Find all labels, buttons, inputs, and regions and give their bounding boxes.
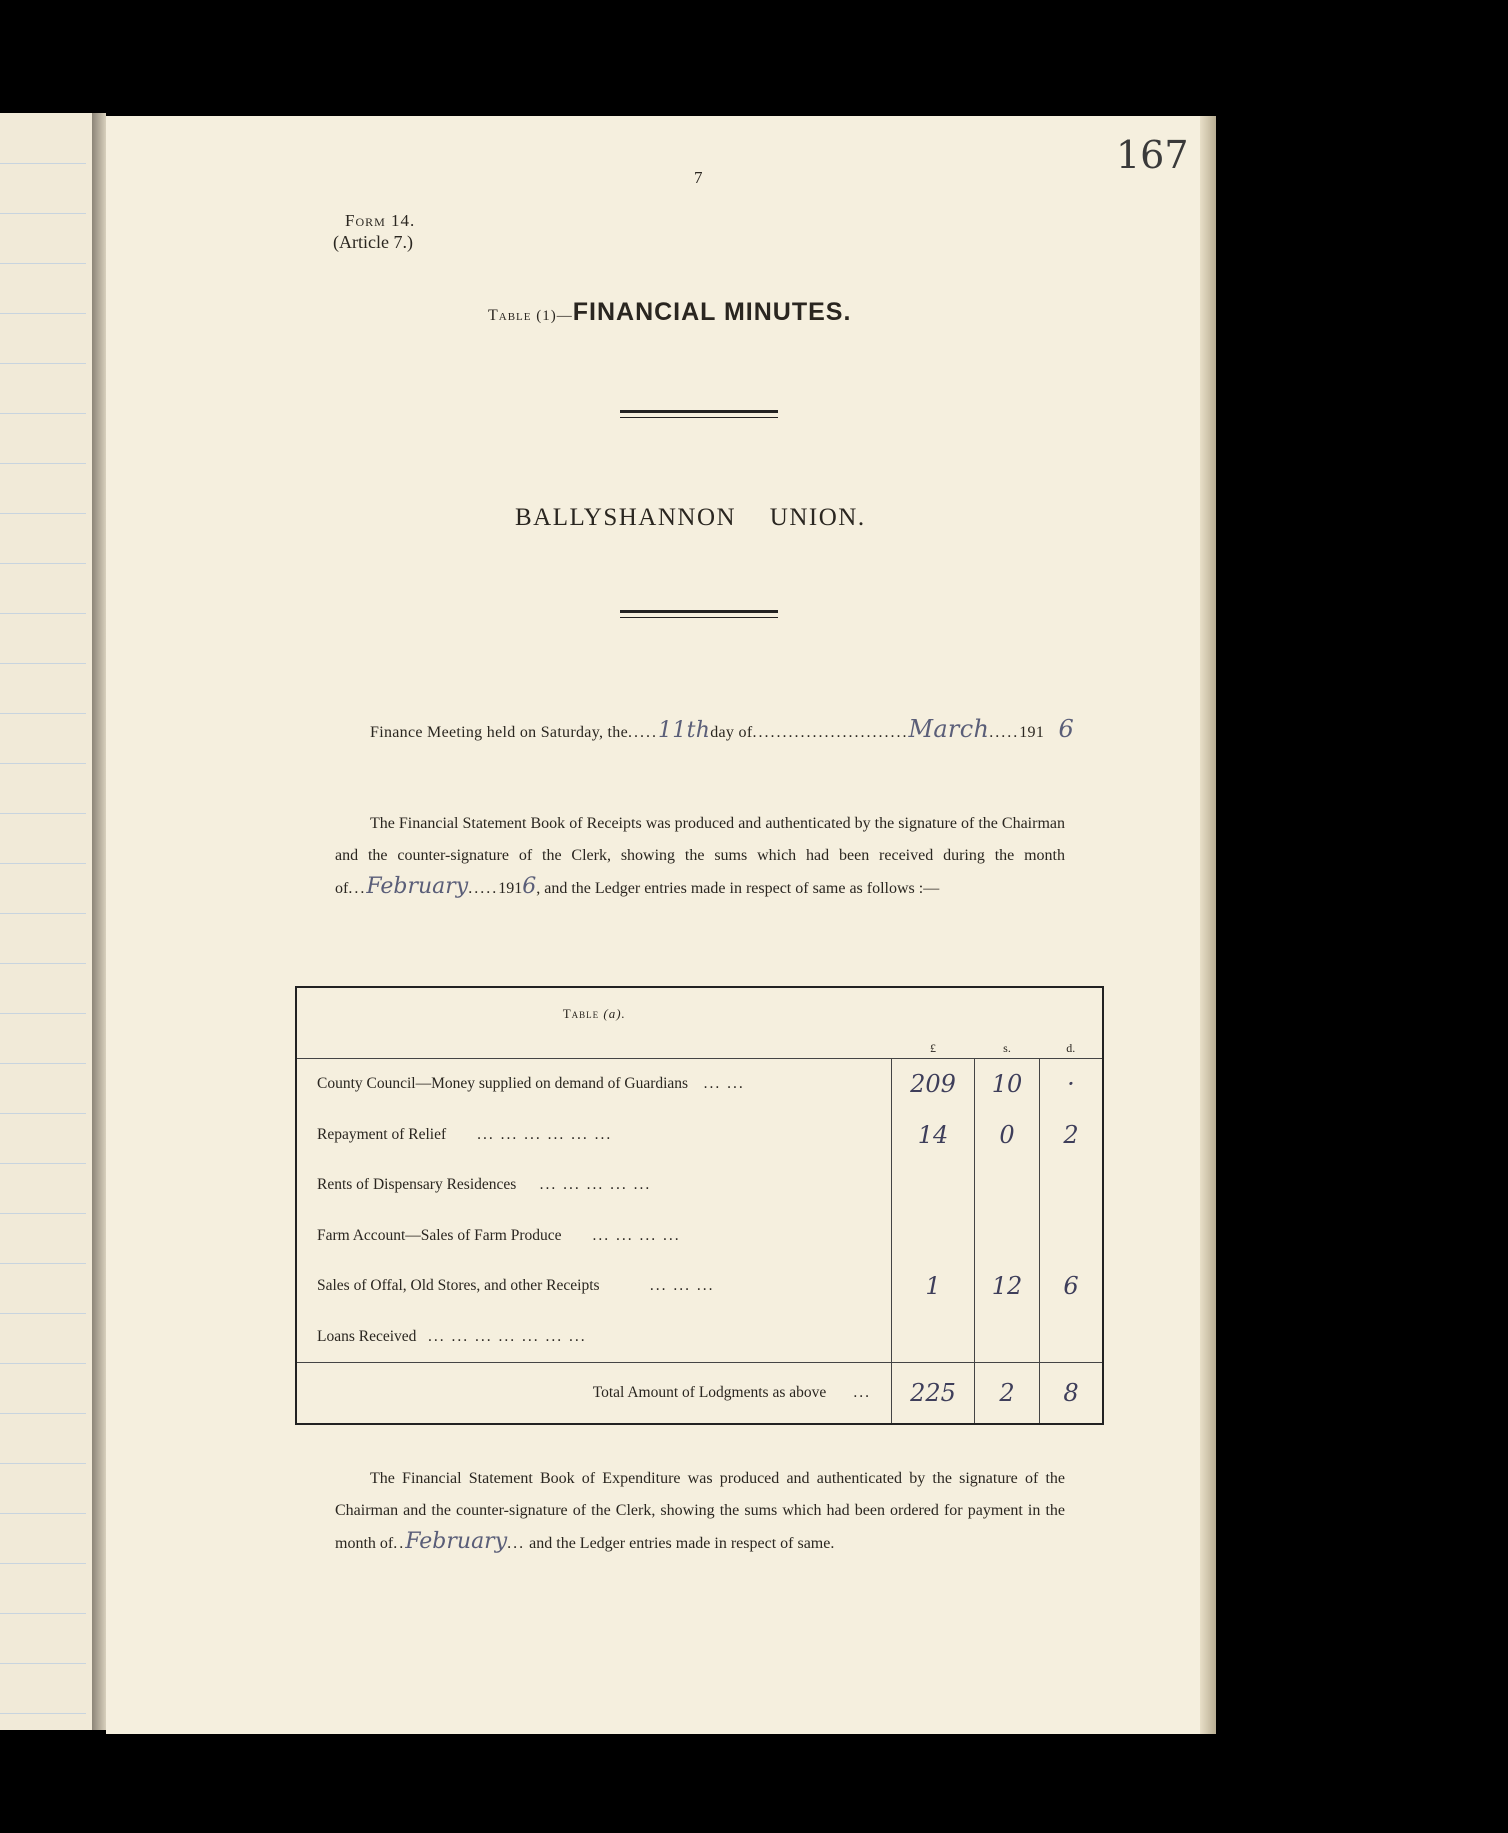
ruled-line	[0, 1113, 86, 1114]
ruled-line	[0, 163, 86, 164]
amount-pounds: 1	[892, 1261, 975, 1312]
page-number: 7	[694, 168, 703, 187]
expenditure-paragraph: The Financial Statement Book of Expenditure was produced and authenticated by the signature of the Chairman and the counter-signature of the Clerk, showing the sums which had been ordered for payment in the month of..February... and the Ledger entries made in respect of same.	[335, 1470, 1065, 1554]
total-row	[296, 1363, 1103, 1425]
folio-number: 167	[1116, 133, 1189, 177]
total-label	[296, 1363, 892, 1425]
amount-pounds	[892, 1211, 975, 1262]
ruled-line	[0, 863, 86, 864]
ruled-line	[0, 263, 86, 264]
ruled-line	[0, 963, 86, 964]
meeting-year-suffix: 6	[1058, 715, 1075, 743]
ruled-line	[0, 1063, 86, 1064]
row-label	[296, 1261, 892, 1312]
ruled-line	[0, 1163, 86, 1164]
row-label-text: Sales of Offal, Old Stores, and other Receipts	[317, 1277, 600, 1295]
ruled-line	[0, 1363, 86, 1364]
receipts-text-after: , and the Ledger entries made in respect of same as follows :—	[536, 880, 940, 897]
ruled-line	[0, 1213, 86, 1214]
ruled-line	[0, 1463, 86, 1464]
table-row	[296, 1211, 1103, 1262]
expenditure-text-before: The Financial Statement Book of Expenditure was produced and authenticated by the signature of the Chairman and the counter-signature of the Clerk, showing the sums which had been ordered for payment in the month of	[335, 1470, 1065, 1552]
amount-pounds: 209	[892, 1059, 975, 1110]
ruled-line	[0, 913, 86, 914]
ruled-line	[0, 313, 86, 314]
amount-pounds	[892, 1160, 975, 1211]
meeting-line: Finance Meeting held on Saturday, the.....11thday of..........................March.....191 6	[370, 715, 1075, 743]
table-row	[296, 1160, 1103, 1211]
column-header-shillings: s.	[1003, 1041, 1011, 1055]
ruled-line	[0, 413, 86, 414]
title-number: (1)—	[536, 308, 573, 324]
page-title	[488, 298, 851, 327]
table-row	[296, 1261, 1103, 1312]
table-header-row	[296, 987, 1103, 1059]
ruled-line	[0, 1513, 86, 1514]
row-leader-dots: ... ...	[703, 1075, 745, 1093]
amount-shillings: 10	[975, 1059, 1040, 1110]
ruled-line	[0, 463, 86, 464]
amount-pounds	[892, 1312, 975, 1363]
row-leader-dots: ... ... ...	[649, 1277, 715, 1295]
total-pence: 8	[1040, 1363, 1104, 1425]
row-label	[296, 1059, 892, 1110]
amount-pence	[1040, 1211, 1104, 1262]
row-label	[296, 1312, 892, 1363]
row-leader-dots: ... ... ... ... ...	[539, 1176, 652, 1194]
column-header-pence: d.	[1066, 1041, 1076, 1055]
total-pounds: 225	[892, 1363, 975, 1425]
facing-page	[0, 113, 98, 1730]
expenditure-text-after: and the Ledger entries made in respect of same.	[529, 1535, 835, 1552]
ruled-line	[0, 813, 86, 814]
meeting-day: 11th	[658, 718, 711, 743]
amount-pence	[1040, 1160, 1104, 1211]
meeting-month: March	[908, 715, 990, 743]
table-title	[296, 987, 892, 1059]
table-row	[296, 1110, 1103, 1161]
row-label	[296, 1160, 892, 1211]
row-label	[296, 1110, 892, 1161]
ruled-line	[0, 1313, 86, 1314]
ruled-line	[0, 213, 86, 214]
ruled-line	[0, 513, 86, 514]
article-reference: (Article 7.)	[333, 232, 413, 252]
ruled-line	[0, 1263, 86, 1264]
row-label-text: Rents of Dispensary Residences	[317, 1176, 517, 1194]
row-label-text: Loans Received	[317, 1327, 417, 1345]
row-label-text: Repayment of Relief	[317, 1125, 447, 1143]
ruled-line	[0, 1413, 86, 1414]
double-rule-top	[620, 410, 778, 418]
total-leader-dots: ...	[853, 1384, 871, 1401]
receipts-paragraph: The Financial Statement Book of Receipts was produced and authenticated by the signature of the Chairman and the counter-signature of the Clerk, showing the sums which had been received during the month of...February.....1916, and the Ledger entries made in respect of same as follows :—	[335, 815, 1065, 899]
expenditure-month: February	[405, 1529, 508, 1554]
receipts-text-before: The Financial Statement Book of Receipts was produced and authenticated by the signature of the Chairman and the counter-signature of the Clerk, showing the sums which had been received during the month of	[335, 815, 1065, 897]
meeting-text-before: Finance Meeting held on Saturday, the	[370, 724, 628, 741]
row-leader-dots: ... ... ... ... ... ... ...	[428, 1327, 587, 1345]
column-header-pounds: £	[930, 1041, 936, 1055]
total-shillings: 2	[975, 1363, 1040, 1425]
amount-pence	[1040, 1312, 1104, 1363]
amount-pence: ·	[1040, 1059, 1104, 1110]
row-label	[296, 1211, 892, 1262]
meeting-text-mid: day of	[710, 724, 753, 741]
receipts-year-prefix: 191	[498, 880, 523, 897]
table-title-suffix: (a).	[603, 1006, 626, 1021]
ruled-line	[0, 613, 86, 614]
row-label-text: Farm Account—Sales of Farm Produce	[317, 1226, 562, 1244]
ruled-line	[0, 763, 86, 764]
ruled-line	[0, 363, 86, 364]
ruled-line	[0, 563, 86, 564]
title-main: FINANCIAL MINUTES.	[572, 298, 852, 326]
book-gutter	[92, 113, 106, 1730]
table-row	[296, 1059, 1103, 1110]
ruled-line	[0, 1013, 86, 1014]
amount-shillings: 12	[975, 1261, 1040, 1312]
table-row	[296, 1312, 1103, 1363]
title-prefix: Table	[488, 307, 532, 324]
ruled-line	[0, 1713, 86, 1714]
amount-shillings	[975, 1211, 1040, 1262]
ruled-line	[0, 1563, 86, 1564]
receipts-year-suffix: 6	[522, 874, 537, 899]
amount-shillings: 0	[975, 1110, 1040, 1161]
row-leader-dots: ... ... ... ... ... ...	[477, 1125, 613, 1143]
amount-shillings	[975, 1160, 1040, 1211]
table-title-prefix: Table	[562, 1006, 600, 1021]
row-leader-dots: ... ... ... ...	[592, 1226, 681, 1244]
receipts-month: February	[366, 874, 469, 899]
amount-pence: 2	[1040, 1110, 1104, 1161]
form-label: Form	[345, 211, 386, 230]
ruled-line	[0, 1613, 86, 1614]
double-rule-bottom	[620, 610, 778, 618]
amount-shillings	[975, 1312, 1040, 1363]
page-edge	[1200, 116, 1216, 1734]
union-name: BALLYSHANNON UNION.	[515, 504, 866, 531]
meeting-year-prefix: 191	[1019, 724, 1045, 741]
form-number-value: 14.	[391, 211, 416, 230]
ruled-line	[0, 713, 86, 714]
form-number	[345, 211, 415, 231]
receipts-table	[295, 986, 1104, 1425]
ruled-line	[0, 663, 86, 664]
ruled-line	[0, 1663, 86, 1664]
amount-pence: 6	[1040, 1261, 1104, 1312]
row-label-text: County Council—Money supplied on demand of Guardians	[317, 1075, 689, 1093]
total-label-text: Total Amount of Lodgments as above	[592, 1384, 827, 1401]
amount-pounds: 14	[892, 1110, 975, 1161]
